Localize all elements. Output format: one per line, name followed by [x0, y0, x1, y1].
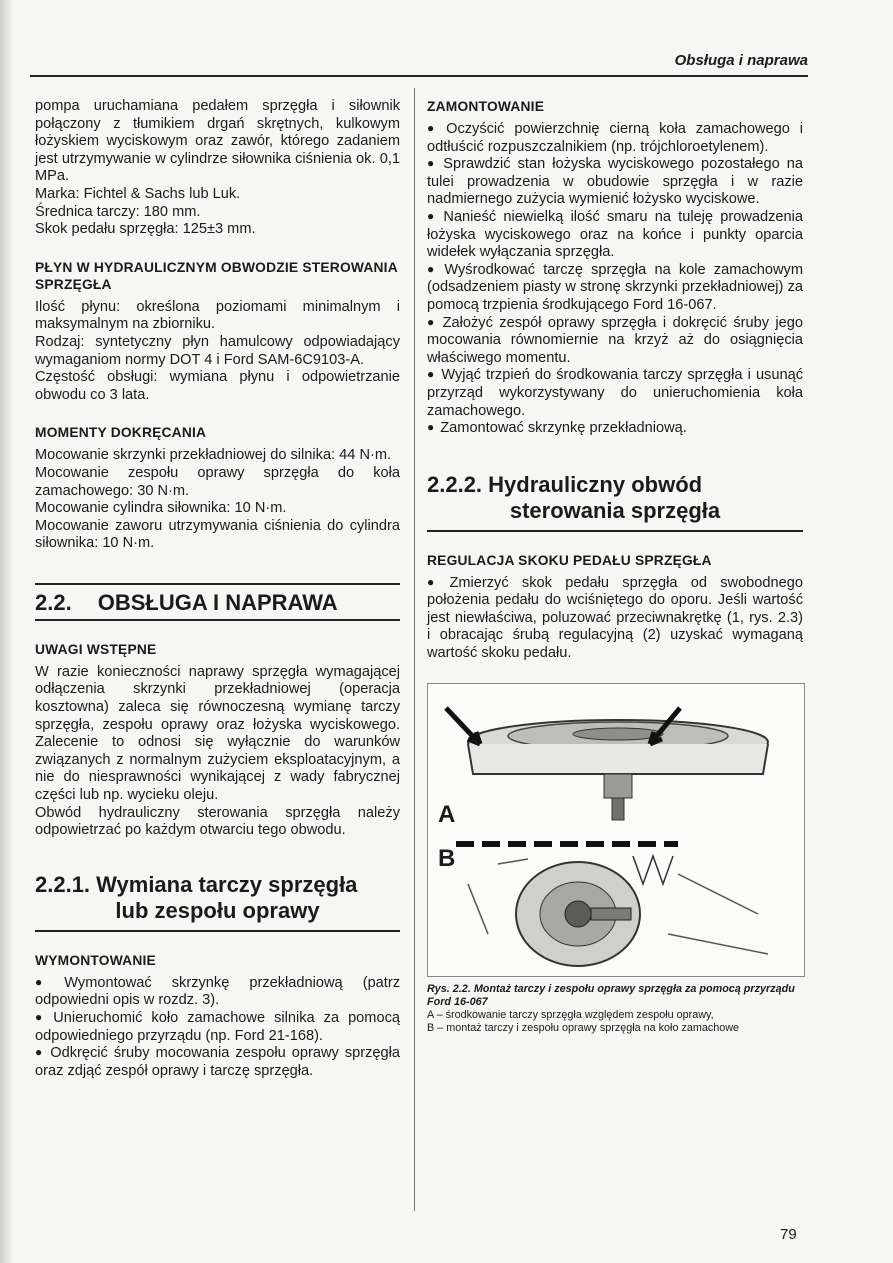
prelim-heading: UWAGI WSTĘPNE: [35, 641, 157, 657]
column-divider: [414, 88, 415, 1211]
intro-line: Marka: Fichtel & Sachs lub Luk.: [35, 185, 241, 202]
removal-step: [35, 1045, 400, 1080]
section-heading: [35, 583, 400, 621]
torque-paragraph: Mocowanie skrzynki przekładniowej do silnika: 44 N·m.: [35, 447, 392, 464]
subsection-heading: [35, 872, 400, 932]
bullet-icon: ●: [427, 367, 436, 382]
caption-line: A – środkowanie tarczy sprzęgła względem zespołu oprawy,: [427, 1008, 714, 1021]
caption-line: B – montaż tarczy i zespołu oprawy sprzęgła na koło zamachowe: [427, 1021, 740, 1034]
install-heading: ZAMONTOWANIE: [427, 99, 545, 114]
install-step-text: Założyć zespół oprawy sprzęgła i dokręcić śruby jego mocowania równomiernie na krzyż aż do osiągnięcia właściwego momentu.: [427, 314, 803, 366]
intro-line: Średnica tarczy: 180 mm.: [35, 203, 201, 220]
removal-step-text: Wymontować skrzynkę przekładniową (patrz odpowiedni opis w rozdz. 3).: [35, 974, 401, 1009]
prelim-paragraph: Obwód hydrauliczny sterowania sprzęgła należy odpowietrzać po każdym otwarciu tego obwodu.: [35, 804, 400, 839]
install-step: [427, 262, 803, 315]
bullet-icon: ●: [427, 261, 439, 276]
running-header: Obsługa i naprawa: [674, 52, 808, 69]
fluid-paragraph: Ilość płynu: określona poziomami minimalnym i maksymalnym na zbiorniku.: [35, 298, 400, 333]
arrow-icon: [446, 708, 480, 744]
install-step: [427, 156, 803, 209]
install-step-text: Zamontować skrzynkę przekładniową.: [440, 420, 687, 437]
page-edge-shadow: [0, 0, 14, 1263]
bullet-icon: ●: [427, 574, 444, 589]
tool-shaft-shape: [591, 908, 631, 920]
removal-heading: WYMONTOWANIE: [35, 952, 156, 968]
right-column: [427, 98, 803, 1035]
bullet-icon: ●: [427, 420, 435, 435]
page-number: 79: [780, 1226, 797, 1243]
section-title: OBSŁUGA I NAPRAWA: [97, 589, 338, 615]
bullet-icon: ●: [427, 156, 438, 171]
subsection-title-line2: sterowania sprzęgła: [509, 497, 721, 523]
section-number: 2.2.: [35, 589, 72, 615]
install-step-text: Sprawdzić stan łożyska wyciskowego pozostałego na tulei prowadzenia w obudowie sprzęgła i w razie nadmiernego zużycia wymienić łożysko wyciskowe.: [427, 156, 803, 208]
figure-caption: [427, 983, 803, 1035]
bullet-icon: ●: [427, 314, 437, 329]
header-rule: [30, 75, 808, 77]
install-step: [427, 367, 803, 420]
fluid-heading: PŁYN W HYDRAULICZNYM OBWODZIE STEROWANIA SPRZĘGŁA: [35, 259, 398, 292]
removal-step: [35, 1010, 400, 1045]
subsection-heading: [427, 472, 803, 532]
fluid-paragraph: Rodzaj: syntetyczny płyn hamulcowy odpowiadający wymaganiom normy DOT 4 i Ford SAM-6C9103-A.: [35, 333, 400, 368]
caption-title: Rys. 2.2. Montaż tarczy i zespołu oprawy sprzęgła za pomocą przyrządu Ford 16-067: [427, 982, 795, 1008]
install-step: [427, 121, 803, 156]
clutch-illustration: [428, 684, 804, 976]
subsection-title-line1: 2.2.2. Hydrauliczny obwód: [427, 471, 703, 497]
install-step: [427, 315, 803, 368]
bullet-icon: ●: [35, 974, 59, 989]
removal-step-text: Unieruchomić koło zamachowe silnika za pomocą odpowiedniego przyrządu (np. Ford 21-168).: [35, 1010, 400, 1044]
centering-pin-shape: [612, 798, 624, 820]
figure-clutch-assembly: [427, 683, 805, 977]
torque-paragraph: Mocowanie zaworu utrzymywania ciśnienia do cylindra siłownika: 10 N·m.: [35, 517, 400, 552]
centering-tool-shape: [604, 774, 632, 798]
figure-label-a: A: [438, 800, 456, 828]
torque-paragraph: Mocowanie zespołu oprawy sprzęgła do koła zamachowego: 30 N·m.: [35, 464, 400, 499]
prelim-paragraph: W razie konieczności naprawy sprzęgła wymagającej odłączenia skrzynki przekładniowej (operacja kosztowna) zaleca się równoczesną wymianę tarczy sprzęgła, zespołu oprawy oraz łożyska wyciskowego. Zalecenie to odnosi się wyłącznie do warunków związanych z normalnym zużyciem eksploatacyjnym, a nie do niesprawności wynikającej z wady fabrycznej części lub np. wycieku oleju.: [35, 663, 400, 804]
fluid-paragraph: Częstość obsługi: wymiana płynu i odpowietrzanie obwodu co 3 lata.: [35, 369, 400, 403]
cover-shape: [468, 744, 768, 774]
bullet-icon: ●: [35, 1010, 48, 1024]
spring-shape: [633, 856, 673, 884]
torque-paragraph: Mocowanie cylindra siłownika: 10 N·m.: [35, 500, 287, 517]
install-step-text: Wyśrodkować tarczę sprzęgła na kole zamachowym (odsadzeniem piasty w stronę skrzynki przekładniowej) za pomocą trzpienia środkującego Ford 16-067.: [427, 261, 803, 313]
adjust-step: [427, 575, 803, 663]
subsection-title-line1: 2.2.1. Wymiana tarczy sprzęgła: [35, 871, 358, 897]
install-step-text: Oczyścić powierzchnię cierną koła zamachowego i odtłuścić rozpuszczalnikiem (np. trójchloroetylenem).: [427, 121, 803, 155]
install-step: [427, 209, 803, 262]
intro-paragraph: pompa uruchamiana pedałem sprzęgła i siłownik połączony z tłumikiem drgań skrętnych, kulkowym łożyskiem wyciskowym oraz zawór, którego zadaniem jest utrzymywanie w cylindrze siłownika ciśnienia ok. 0,1 MPa.: [35, 98, 400, 185]
install-step-text: Nanieść niewielką ilość smaru na tuleję prowadzenia łożyska wyciskowego oraz na końce i punkty oparcia widełek wyłączania sprzęgła.: [427, 208, 803, 261]
subsection-title-line2: lub zespołu oprawy: [115, 897, 320, 923]
install-step-text: Wyjąć trzpień do środkowania tarczy sprzęgła i usunąć przyrząd wykorzystywany do unieruchomienia koła zamachowego.: [427, 367, 804, 419]
adjust-step-text: Zmierzyć skok pedału sprzęgła od swobodnego położenia pedału do wciśniętego do oporu. Jeśli wartość jest niewłaściwa, poluzować przeciwnakrętkę (1, rys. 2.3) i obracając śrubą regulacyjną (2) uzyskać wymaganą wartość skoku pedału.: [427, 574, 803, 662]
bullet-icon: ●: [427, 208, 438, 223]
intro-line: Skok pedału sprzęgła: 125±3 mm.: [35, 221, 256, 238]
removal-step: [35, 975, 400, 1010]
bullet-icon: ●: [427, 121, 441, 135]
center-hub-shape: [565, 901, 591, 927]
removal-step-text: Odkręcić śruby mocowania zespołu oprawy sprzęgła oraz zdjąć zespół oprawy i tarczę sprzęgła.: [35, 1045, 400, 1079]
bullet-icon: ●: [35, 1045, 45, 1060]
figure-label-b: B: [438, 844, 456, 872]
install-step: [427, 420, 803, 438]
torque-heading: MOMENTY DOKRĘCANIA: [35, 425, 207, 441]
adjust-heading: REGULACJA SKOKU PEDAŁU SPRZĘGŁA: [427, 552, 712, 568]
left-column: [35, 98, 400, 1080]
